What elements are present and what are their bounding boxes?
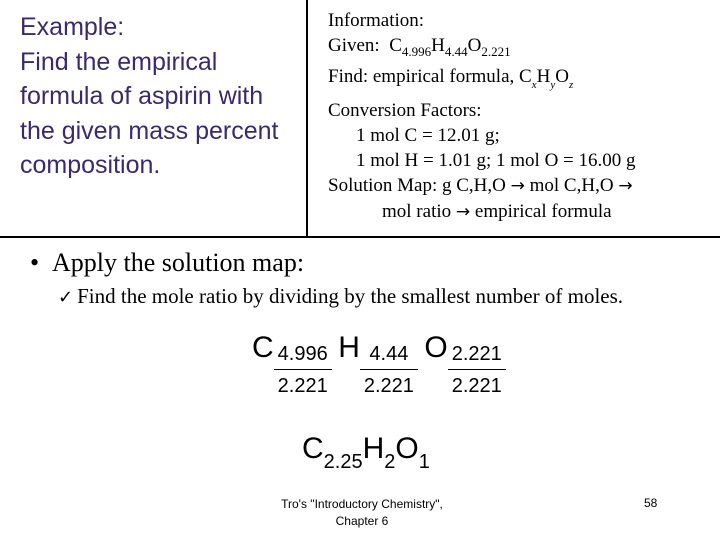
example-line-3: formula of aspirin with <box>20 82 264 110</box>
result-o: O <box>395 432 419 465</box>
example-line-1: Example: <box>20 13 125 41</box>
result-o-sub: 1 <box>418 451 430 473</box>
arrow-icon: → <box>455 202 471 222</box>
footer-line-2: Chapter 6 <box>335 514 389 528</box>
ratio-element: C <box>252 331 274 364</box>
ratio-denominator: 2.221 <box>363 375 414 397</box>
ratio-carbon <box>252 332 332 398</box>
example-line-2: Find the empirical <box>20 47 218 76</box>
conversion-line-1: 1 mol C = 12.01 g; <box>356 125 500 146</box>
given-o: O <box>467 35 482 56</box>
checkmark-icon: ✓ <box>58 287 74 308</box>
given-h-sub: 4.44 <box>444 44 468 59</box>
given-h: H <box>431 35 445 56</box>
find-h: H <box>536 66 551 87</box>
fraction-bar <box>448 369 506 370</box>
solution-map-row <box>328 173 718 199</box>
result-c-sub: 2.25 <box>323 451 363 473</box>
ratio-denominator: 2.221 <box>277 375 328 397</box>
sub-bullet-mole-ratio <box>58 284 623 309</box>
example-line-5: composition. <box>20 151 161 179</box>
fraction-bar <box>360 369 418 370</box>
ratio-numerator: 4.996 <box>277 343 328 365</box>
find-text: Find: empirical formula, C <box>328 66 532 87</box>
arrow-icon: → <box>510 176 525 196</box>
information-block <box>328 8 718 225</box>
find-sub-y: y <box>550 79 556 91</box>
example-text <box>20 10 302 183</box>
given-o-sub: 2.221 <box>481 44 511 59</box>
info-heading: Information: <box>328 10 425 31</box>
sub-bullet-text: Find the mole ratio by dividing by the smallest number of moles. <box>77 284 624 308</box>
example-line-4: the given mass percent <box>20 116 279 145</box>
solution-map-part-2: mol C,H,O <box>529 175 614 196</box>
find-sub-z: z <box>568 79 574 91</box>
mole-ratio-fractions <box>252 332 508 398</box>
fraction-bar <box>274 369 332 370</box>
page-number: 58 <box>644 496 658 510</box>
ratio-oxygen <box>424 332 505 398</box>
result-h: H <box>362 432 385 465</box>
conversion-line-2: 1 mol H = 1.01 g; 1 mol O = 16.00 g <box>356 150 636 171</box>
solution-map-row-2 <box>328 199 718 225</box>
solution-map-part-1: Solution Map: g C,H,O <box>328 175 506 196</box>
find-row <box>328 64 718 98</box>
ratio-element: O <box>424 331 448 364</box>
find-sub-x: x <box>531 79 537 91</box>
ratio-numerator: 4.44 <box>369 343 409 365</box>
conversion-label: Conversion Factors: <box>328 100 482 121</box>
result-h-sub: 2 <box>384 451 396 473</box>
resulting-formula <box>302 432 430 474</box>
ratio-denominator: 2.221 <box>451 375 502 397</box>
footer-citation <box>262 496 462 530</box>
given-c-sub: 4.996 <box>401 44 432 59</box>
given-label: Given: <box>328 35 380 56</box>
ratio-element: H <box>338 331 360 364</box>
bullet-text: Apply the solution map: <box>52 248 305 277</box>
solution-map-part-3: mol ratio <box>382 201 452 222</box>
bullet-apply-solution-map <box>30 248 304 278</box>
bullet-icon: • <box>30 248 40 277</box>
arrow-icon: → <box>618 176 633 196</box>
given-c: C <box>389 35 402 56</box>
find-o: O <box>555 66 569 87</box>
footer-line-1: Tro's "Introductory Chemistry", <box>281 497 443 511</box>
result-c: C <box>302 432 324 465</box>
ratio-numerator: 2.221 <box>451 343 502 365</box>
solution-map-part-4: empirical formula <box>474 201 612 222</box>
given-row <box>328 33 718 64</box>
ratio-hydrogen <box>338 332 418 398</box>
